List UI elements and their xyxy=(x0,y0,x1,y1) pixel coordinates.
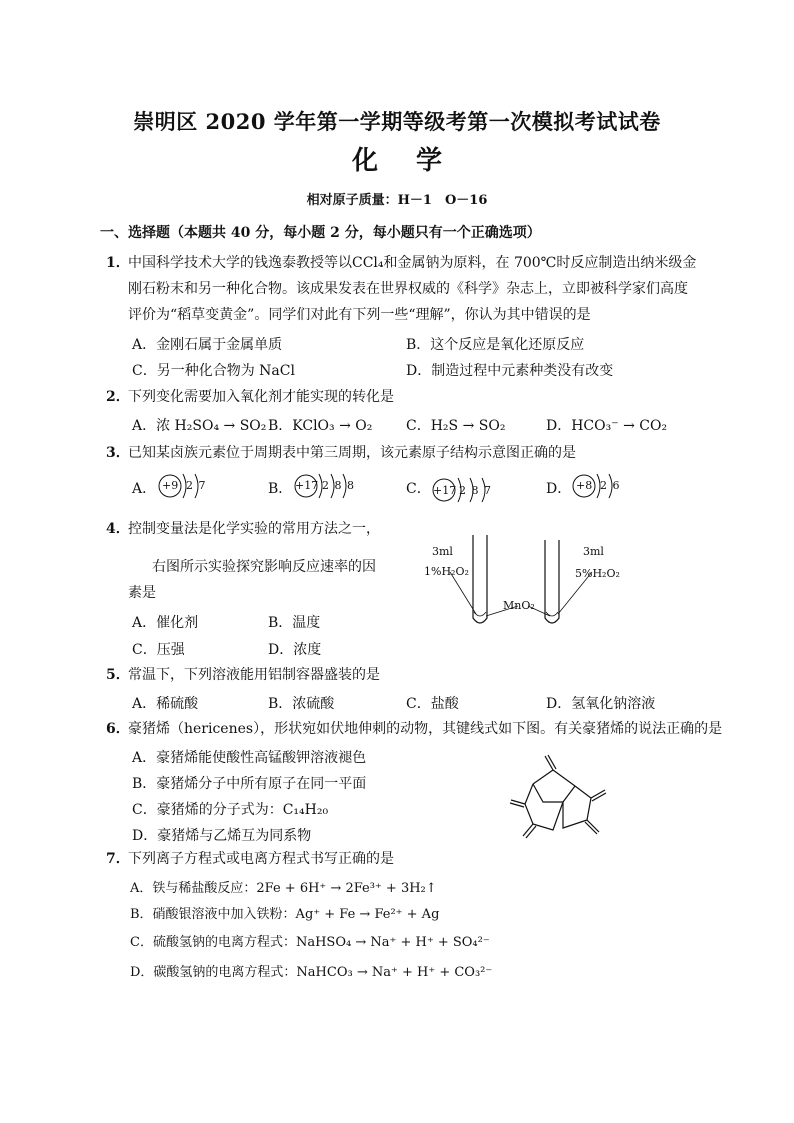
question-text: 控制变量法是化学实验的常用方法之一， xyxy=(128,521,380,537)
question-text: 豪猪烯（hericenes），形状宛如伏地伸刺的动物，其键线式如下图。有关豪猪烯的说法正确的是 xyxy=(128,721,723,737)
option-c[interactable]: C．豪猪烯的分子式为：C₁₄H₂₀ xyxy=(132,802,329,818)
option-c[interactable]: C．另一种化合物为 NaCl xyxy=(132,363,295,379)
option-c[interactable]: C．H₂S → SO₂ xyxy=(406,418,506,434)
question-text: 下列离子方程式或电离方程式书写正确的是 xyxy=(128,851,394,867)
option-b[interactable]: B．温度 xyxy=(268,615,321,631)
question-number: 1． xyxy=(106,255,130,271)
catalyst-label: MnO₂ xyxy=(503,599,535,612)
question-text: 评价为“稻草变黄金”。同学们对此有下列一些“理解”，你认为其中错误的是 xyxy=(128,307,591,323)
question-text: 刚石粉末和另一种化合物。该成果发表在世界权威的《科学》杂志上，立即被科学家们高度 xyxy=(128,281,688,297)
left-tube-volume: 3ml xyxy=(432,545,453,558)
option-d[interactable]: D．制造过程中元素种类没有改变 xyxy=(406,363,614,379)
nucleus-charge: +17 xyxy=(295,479,319,492)
option-b[interactable]: B．硝酸银溶液中加入铁粉：Ag⁺ + Fe → Fe²⁺ + Ag xyxy=(130,907,440,922)
shell-electrons: 2 8 8 xyxy=(322,479,355,492)
question-text: 右图所示实验探究影响反应速率的因 xyxy=(152,559,376,575)
right-tube-volume: 3ml xyxy=(583,545,604,558)
shell-electrons: 2 6 xyxy=(600,479,621,492)
option-a[interactable]: A．金刚石属于金属单质 xyxy=(132,337,283,353)
atom-diagram-a xyxy=(150,466,220,506)
question-number: 2． xyxy=(106,389,130,405)
subject-title: 化学 xyxy=(351,146,480,176)
option-a[interactable]: A． xyxy=(132,481,157,497)
option-d[interactable]: D．氢氧化钠溶液 xyxy=(546,696,656,712)
option-b[interactable]: B．这个反应是氧化还原反应 xyxy=(406,337,585,353)
option-b[interactable]: B．浓硫酸 xyxy=(268,696,335,712)
option-b[interactable]: B．KClO₃ → O₂ xyxy=(268,418,373,434)
nucleus-charge: +9 xyxy=(162,479,179,492)
option-a[interactable]: A．浓 H₂SO₄ → SO₂ xyxy=(132,418,267,434)
option-b[interactable]: B．豪猪烯分子中所有原子在同一平面 xyxy=(132,776,367,792)
shell-electrons: 2 7 xyxy=(186,479,207,492)
option-c[interactable]: C．压强 xyxy=(132,642,185,658)
exam-title: 崇明区 2020 学年第一学期等级考第一次模拟考试试卷 xyxy=(133,109,661,134)
hericene-structure-diagram xyxy=(495,752,615,847)
option-a[interactable]: A．稀硫酸 xyxy=(132,696,199,712)
option-d[interactable]: D． xyxy=(546,481,572,497)
left-tube-concentration: 1%H₂O₂ xyxy=(424,565,469,578)
question-text: 中国科学技术大学的钱逸泰教授等以CCl₄和金属钠为原料，在 700℃时反应制造出纳米级金 xyxy=(128,255,697,271)
right-tube-concentration: 5%H₂O₂ xyxy=(575,567,620,580)
question-number: 3． xyxy=(106,445,130,461)
shell-electrons: 2 8 7 xyxy=(459,484,492,497)
section-heading: 一、选择题（本题共 40 分，每小题 2 分，每小题只有一个正确选项） xyxy=(100,225,541,241)
nucleus-charge: +8 xyxy=(576,479,593,492)
atomic-mass-line: 相对原子质量：H－1 O－16 xyxy=(306,193,488,208)
question-text: 常温下，下列溶液能用铝制容器盛装的是 xyxy=(128,667,380,683)
question-text: 下列变化需要加入氧化剂才能实现的转化是 xyxy=(128,389,394,405)
option-a[interactable]: A．铁与稀盐酸反应：2Fe + 6H⁺ → 2Fe³⁺ + 3H₂↑ xyxy=(130,881,437,896)
question-number: 6． xyxy=(106,721,130,737)
option-d[interactable]: D．豪猪烯与乙烯互为同系物 xyxy=(132,828,312,844)
option-c[interactable]: C．盐酸 xyxy=(406,696,459,712)
question-number: 4． xyxy=(106,521,130,537)
question-text: 已知某卤族元素位于周期表中第三周期，该元素原子结构示意图正确的是 xyxy=(128,445,576,461)
question-number: 7． xyxy=(106,851,130,867)
question-text: 素是 xyxy=(128,585,156,601)
option-c[interactable]: C．硫酸氢钠的电离方程式：NaHSO₄ → Na⁺ + H⁺ + SO₄²⁻ xyxy=(130,935,490,950)
question-number: 5． xyxy=(106,667,130,683)
option-d[interactable]: D．碳酸氢钠的电离方程式：NaHCO₃ → Na⁺ + H⁺ + CO₃²⁻ xyxy=(130,965,493,980)
option-a[interactable]: A．催化剂 xyxy=(132,615,199,631)
nucleus-charge: +17 xyxy=(433,484,457,497)
option-c[interactable]: C． xyxy=(406,481,431,497)
option-b[interactable]: B． xyxy=(268,481,293,497)
option-d[interactable]: D．浓度 xyxy=(268,642,322,658)
option-a[interactable]: A．豪猪烯能使酸性高锰酸钾溶液褪色 xyxy=(132,750,367,766)
option-d[interactable]: D．HCO₃⁻ → CO₂ xyxy=(546,418,668,434)
